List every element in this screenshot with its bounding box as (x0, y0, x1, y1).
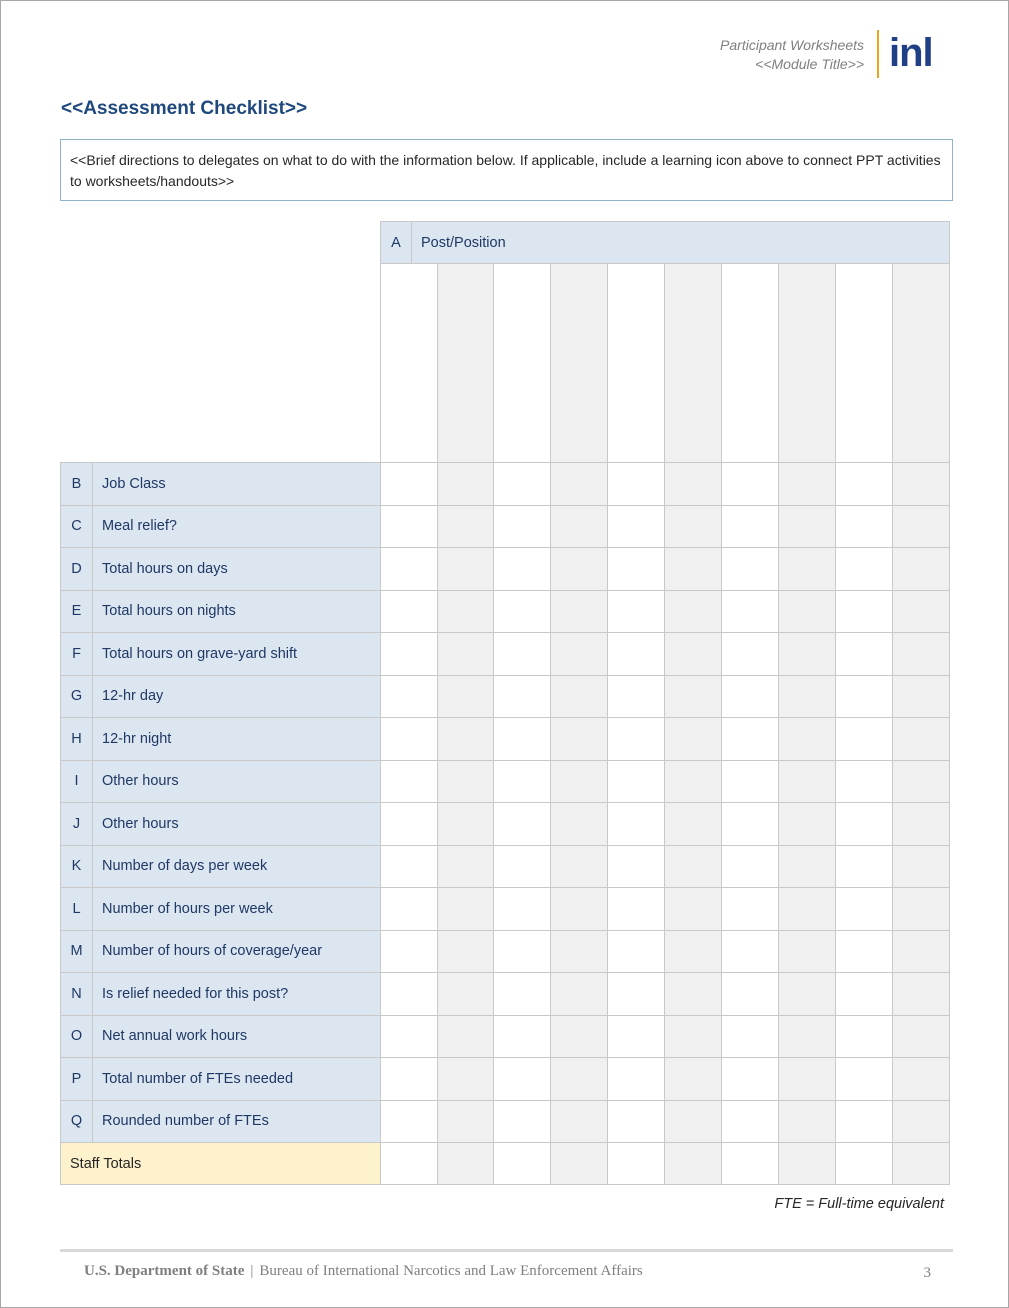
entry-cell[interactable] (381, 845, 438, 888)
total-cell[interactable] (608, 1143, 665, 1185)
footer-text (84, 1263, 643, 1280)
entry-cell[interactable] (608, 548, 665, 591)
entry-cell[interactable] (494, 590, 551, 633)
entry-cell[interactable] (608, 590, 665, 633)
entry-cell[interactable] (893, 845, 950, 888)
entry-cell[interactable] (551, 548, 608, 591)
entry-cell[interactable] (665, 973, 722, 1016)
row-label: Number of hours per week (93, 888, 381, 931)
entry-cell[interactable] (779, 1015, 836, 1058)
table-row (61, 845, 950, 888)
entry-cell[interactable] (551, 845, 608, 888)
total-cell[interactable] (381, 1143, 438, 1185)
table-row (61, 505, 950, 548)
entry-cell[interactable] (779, 633, 836, 676)
footer-org: U.S. Department of State (84, 1263, 245, 1279)
row-letter: P (61, 1058, 93, 1101)
post-entry-cell[interactable] (608, 264, 665, 463)
entry-cell[interactable] (494, 505, 551, 548)
entry-cell[interactable] (438, 973, 494, 1016)
entry-cell[interactable] (438, 1015, 494, 1058)
entry-cell[interactable] (779, 760, 836, 803)
entry-cell[interactable] (665, 845, 722, 888)
entry-cell[interactable] (893, 973, 950, 1016)
post-entry-cell[interactable] (722, 264, 779, 463)
entry-cell[interactable] (551, 888, 608, 931)
entry-cell[interactable] (551, 633, 608, 676)
row-letter: K (61, 845, 93, 888)
entry-cell[interactable] (438, 930, 494, 973)
entry-cell[interactable] (836, 590, 893, 633)
entry-cell[interactable] (779, 803, 836, 846)
entry-cell[interactable] (665, 803, 722, 846)
entry-cell[interactable] (893, 803, 950, 846)
entry-cell[interactable] (551, 930, 608, 973)
row-label: Rounded number of FTEs (93, 1100, 381, 1143)
entry-cell[interactable] (665, 590, 722, 633)
table-row (61, 633, 950, 676)
entry-cell[interactable] (608, 718, 665, 761)
entry-cell[interactable] (836, 548, 893, 591)
entry-cell[interactable] (722, 590, 779, 633)
entry-cell[interactable] (494, 973, 551, 1016)
row-letter: N (61, 973, 93, 1016)
entry-cell[interactable] (438, 845, 494, 888)
entry-cell[interactable] (893, 675, 950, 718)
post-entry-cell[interactable] (836, 264, 893, 463)
entry-cell[interactable] (836, 973, 893, 1016)
entry-cell[interactable] (494, 760, 551, 803)
entry-cell[interactable] (665, 1015, 722, 1058)
row-label: Number of hours of coverage/year (93, 930, 381, 973)
entry-cell[interactable] (608, 1015, 665, 1058)
header-line-2: <<Module Title>> (755, 56, 864, 72)
entry-cell[interactable] (665, 760, 722, 803)
entry-cell[interactable] (893, 718, 950, 761)
table-row (61, 888, 950, 931)
entry-cell[interactable] (836, 718, 893, 761)
entry-cell[interactable] (381, 590, 438, 633)
entry-cell[interactable] (494, 1058, 551, 1101)
post-entry-cell[interactable] (893, 264, 950, 463)
total-cell[interactable] (893, 1143, 950, 1185)
entry-cell[interactable] (665, 505, 722, 548)
directions-box: <<Brief directions to delegates on what to do with the information below. If applicable, include a learning icon above to connect PPT activities to worksheets/handouts>> (60, 139, 953, 201)
entry-cell[interactable] (779, 548, 836, 591)
entry-cell[interactable] (494, 1100, 551, 1143)
header-line-1: Participant Worksheets (720, 37, 864, 53)
table-row (61, 718, 950, 761)
entry-cell[interactable] (893, 633, 950, 676)
staff-totals-label: Staff Totals (61, 1143, 381, 1185)
entry-cell[interactable] (608, 973, 665, 1016)
entry-cell[interactable] (551, 1100, 608, 1143)
fte-note: FTE = Full-time equivalent (774, 1196, 944, 1212)
entry-cell[interactable] (779, 505, 836, 548)
entry-cell[interactable] (722, 718, 779, 761)
entry-cell[interactable] (381, 548, 438, 591)
entry-cell[interactable] (438, 718, 494, 761)
entry-cell[interactable] (381, 675, 438, 718)
entry-cell[interactable] (893, 1058, 950, 1101)
entry-cell[interactable] (381, 633, 438, 676)
row-label: 12-hr night (93, 718, 381, 761)
total-cell[interactable] (551, 1143, 608, 1185)
entry-cell[interactable] (438, 760, 494, 803)
entry-cell[interactable] (665, 930, 722, 973)
entry-cell[interactable] (381, 760, 438, 803)
entry-cell[interactable] (608, 675, 665, 718)
entry-cell[interactable] (836, 1058, 893, 1101)
row-letter: Q (61, 1100, 93, 1143)
entry-cell[interactable] (665, 718, 722, 761)
entry-cell[interactable] (551, 760, 608, 803)
row-label: Other hours (93, 803, 381, 846)
entry-cell[interactable] (779, 463, 836, 506)
entry-cell[interactable] (722, 888, 779, 931)
inl-logo: inl (889, 31, 933, 75)
table-row (61, 548, 950, 591)
entry-cell[interactable] (438, 505, 494, 548)
entry-cell[interactable] (551, 675, 608, 718)
post-position-header: Post/Position (412, 222, 950, 264)
entry-cell[interactable] (608, 803, 665, 846)
table-row (61, 590, 950, 633)
entry-cell[interactable] (893, 463, 950, 506)
column-letter-a: A (381, 222, 412, 264)
entry-cell[interactable] (893, 505, 950, 548)
entry-cell[interactable] (779, 930, 836, 973)
entry-cell[interactable] (836, 1100, 893, 1143)
row-letter: B (61, 463, 93, 506)
entry-cell[interactable] (494, 718, 551, 761)
page-title: <<Assessment Checklist>> (61, 98, 308, 119)
entry-cell[interactable] (494, 803, 551, 846)
entry-cell[interactable] (893, 1100, 950, 1143)
row-letter: L (61, 888, 93, 931)
entry-cell[interactable] (381, 505, 438, 548)
entry-cell[interactable] (836, 633, 893, 676)
entry-cell[interactable] (438, 803, 494, 846)
entry-cell[interactable] (665, 1058, 722, 1101)
entry-cell[interactable] (494, 888, 551, 931)
entry-cell[interactable] (438, 633, 494, 676)
row-letter: F (61, 633, 93, 676)
table-row (61, 463, 950, 506)
table-row (61, 760, 950, 803)
entry-cell[interactable] (722, 760, 779, 803)
entry-cell[interactable] (551, 590, 608, 633)
entry-cell[interactable] (722, 548, 779, 591)
entry-cell[interactable] (381, 973, 438, 1016)
entry-cell[interactable] (836, 1015, 893, 1058)
entry-cell[interactable] (608, 760, 665, 803)
entry-cell[interactable] (608, 1058, 665, 1101)
post-entry-row (61, 264, 950, 463)
row-label: Net annual work hours (93, 1015, 381, 1058)
row-label: Is relief needed for this post? (93, 973, 381, 1016)
checklist-table (60, 221, 950, 1185)
entry-cell[interactable] (381, 888, 438, 931)
row-letter: I (61, 760, 93, 803)
entry-cell[interactable] (665, 633, 722, 676)
row-letter: J (61, 803, 93, 846)
entry-cell[interactable] (438, 1058, 494, 1101)
entry-cell[interactable] (608, 1100, 665, 1143)
total-cell[interactable] (665, 1143, 722, 1185)
entry-cell[interactable] (836, 930, 893, 973)
table-row (61, 973, 950, 1016)
header-text (720, 36, 864, 74)
entry-cell[interactable] (438, 548, 494, 591)
entry-cell[interactable] (779, 845, 836, 888)
entry-cell[interactable] (494, 845, 551, 888)
entry-cell[interactable] (722, 675, 779, 718)
row-label: 12-hr day (93, 675, 381, 718)
entry-cell[interactable] (665, 463, 722, 506)
post-entry-cell[interactable] (438, 264, 494, 463)
row-letter: H (61, 718, 93, 761)
total-cell[interactable] (836, 1143, 893, 1185)
entry-cell[interactable] (665, 675, 722, 718)
entry-cell[interactable] (722, 973, 779, 1016)
footer-bureau: Bureau of International Narcotics and Law Enforcement Affairs (259, 1263, 643, 1279)
blank-corner (61, 222, 381, 264)
entry-cell[interactable] (893, 760, 950, 803)
entry-cell[interactable] (722, 803, 779, 846)
entry-cell[interactable] (722, 463, 779, 506)
row-letter: M (61, 930, 93, 973)
entry-cell[interactable] (836, 760, 893, 803)
entry-cell[interactable] (779, 973, 836, 1016)
table-row (61, 675, 950, 718)
entry-cell[interactable] (722, 1015, 779, 1058)
entry-cell[interactable] (381, 463, 438, 506)
footer-separator: | (250, 1263, 254, 1279)
total-cell[interactable] (494, 1143, 551, 1185)
table-row (61, 930, 950, 973)
row-label: Total hours on grave-yard shift (93, 633, 381, 676)
row-letter: C (61, 505, 93, 548)
entry-cell[interactable] (722, 1058, 779, 1101)
entry-cell[interactable] (438, 888, 494, 931)
row-label: Total number of FTEs needed (93, 1058, 381, 1101)
entry-cell[interactable] (836, 888, 893, 931)
post-entry-cell[interactable] (381, 264, 438, 463)
entry-cell[interactable] (438, 1100, 494, 1143)
entry-cell[interactable] (494, 548, 551, 591)
entry-cell[interactable] (494, 1015, 551, 1058)
entry-cell[interactable] (665, 548, 722, 591)
staff-totals-row (61, 1143, 950, 1185)
entry-cell[interactable] (381, 718, 438, 761)
entry-cell[interactable] (608, 633, 665, 676)
entry-cell[interactable] (494, 675, 551, 718)
entry-cell[interactable] (381, 1015, 438, 1058)
table-row (61, 1100, 950, 1143)
entry-cell[interactable] (779, 1058, 836, 1101)
entry-cell[interactable] (893, 1015, 950, 1058)
row-label: Job Class (93, 463, 381, 506)
entry-cell[interactable] (494, 633, 551, 676)
entry-cell[interactable] (438, 675, 494, 718)
entry-cell[interactable] (494, 930, 551, 973)
entry-cell[interactable] (893, 590, 950, 633)
row-letter: E (61, 590, 93, 633)
entry-cell[interactable] (551, 973, 608, 1016)
entry-cell[interactable] (722, 633, 779, 676)
post-entry-cell[interactable] (665, 264, 722, 463)
entry-cell[interactable] (665, 888, 722, 931)
entry-cell[interactable] (722, 505, 779, 548)
entry-cell[interactable] (551, 505, 608, 548)
entry-cell[interactable] (722, 930, 779, 973)
entry-cell[interactable] (836, 463, 893, 506)
entry-cell[interactable] (893, 888, 950, 931)
entry-cell[interactable] (779, 888, 836, 931)
entry-cell[interactable] (836, 803, 893, 846)
entry-cell[interactable] (893, 930, 950, 973)
row-label: Other hours (93, 760, 381, 803)
row-label: Total hours on nights (93, 590, 381, 633)
entry-cell[interactable] (438, 590, 494, 633)
blank-area (61, 264, 381, 463)
entry-cell[interactable] (608, 930, 665, 973)
entry-cell[interactable] (551, 1015, 608, 1058)
row-label: Meal relief? (93, 505, 381, 548)
entry-cell[interactable] (608, 888, 665, 931)
entry-cell[interactable] (551, 803, 608, 846)
entry-cell[interactable] (608, 463, 665, 506)
entry-cell[interactable] (381, 1100, 438, 1143)
footer-divider (60, 1249, 953, 1252)
entry-cell[interactable] (381, 1058, 438, 1101)
entry-cell[interactable] (551, 463, 608, 506)
entry-cell[interactable] (608, 505, 665, 548)
row-letter: G (61, 675, 93, 718)
table-row (61, 803, 950, 846)
entry-cell[interactable] (551, 718, 608, 761)
total-cell[interactable] (722, 1143, 779, 1185)
header-divider (877, 30, 879, 78)
row-letter: D (61, 548, 93, 591)
post-entry-cell[interactable] (494, 264, 551, 463)
entry-cell[interactable] (608, 845, 665, 888)
entry-cell[interactable] (779, 675, 836, 718)
entry-cell[interactable] (665, 1100, 722, 1143)
header-row (61, 222, 950, 264)
row-letter: O (61, 1015, 93, 1058)
table-row (61, 1058, 950, 1101)
entry-cell[interactable] (836, 505, 893, 548)
post-entry-cell[interactable] (551, 264, 608, 463)
entry-cell[interactable] (722, 845, 779, 888)
entry-cell[interactable] (381, 803, 438, 846)
row-label: Number of days per week (93, 845, 381, 888)
post-entry-cell[interactable] (779, 264, 836, 463)
entry-cell[interactable] (551, 1058, 608, 1101)
total-cell[interactable] (438, 1143, 494, 1185)
total-cell[interactable] (779, 1143, 836, 1185)
entry-cell[interactable] (893, 548, 950, 591)
entry-cell[interactable] (779, 718, 836, 761)
entry-cell[interactable] (438, 463, 494, 506)
entry-cell[interactable] (779, 590, 836, 633)
entry-cell[interactable] (381, 930, 438, 973)
entry-cell[interactable] (722, 1100, 779, 1143)
table-row (61, 1015, 950, 1058)
page-number: 3 (923, 1265, 931, 1281)
entry-cell[interactable] (836, 845, 893, 888)
entry-cell[interactable] (494, 463, 551, 506)
row-label: Total hours on days (93, 548, 381, 591)
entry-cell[interactable] (779, 1100, 836, 1143)
entry-cell[interactable] (836, 675, 893, 718)
